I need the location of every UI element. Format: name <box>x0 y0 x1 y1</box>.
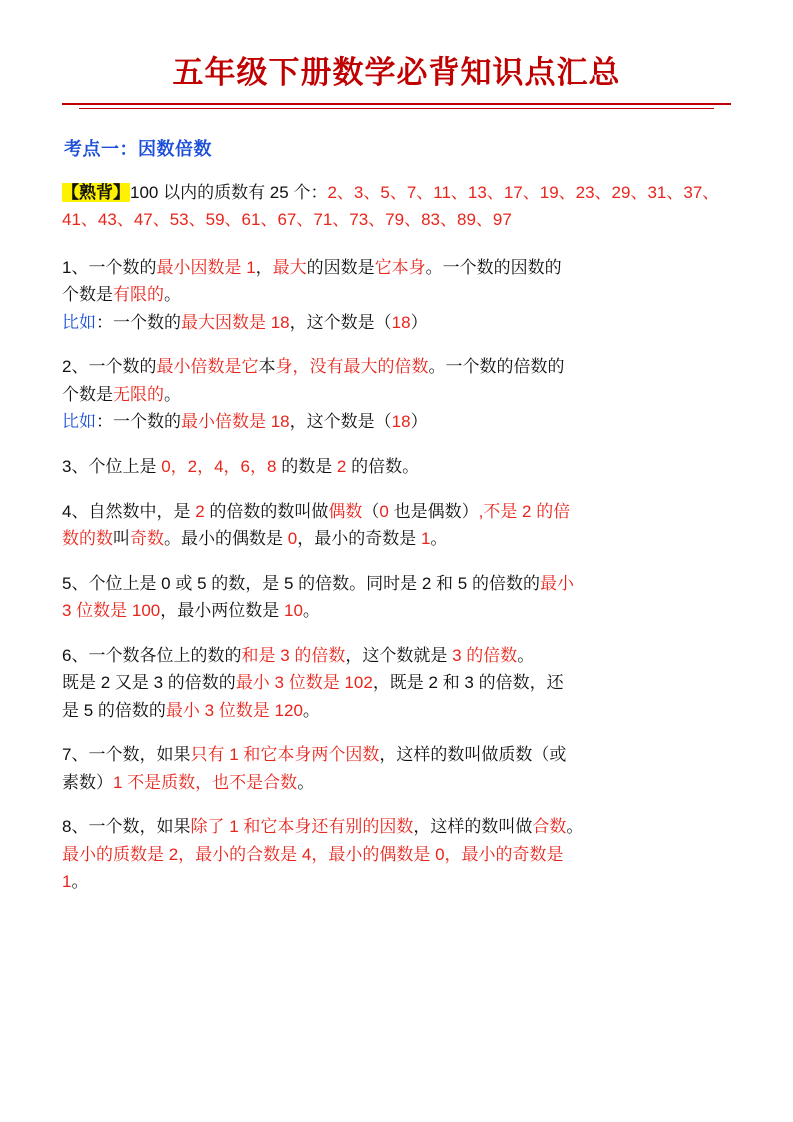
item-line: 4、自然数中，是 2 的倍数的数叫做偶数（0 也是偶数）,不是 2 的倍 <box>62 501 571 521</box>
primes-list: 2、3、5、7、11、13、17、19、23、29、31、37、41、43、47、53、59、61、67、71、73、79、83、89、97 <box>62 182 720 230</box>
item-line: 个数是无限的。 <box>62 384 181 404</box>
item-line: 3 位数是 100，最小两位数是 10。 <box>62 601 320 621</box>
knowledge-item <box>62 813 731 896</box>
memorize-paragraph <box>62 179 731 234</box>
knowledge-item <box>62 254 731 337</box>
divider-thick <box>62 103 731 105</box>
knowledge-item <box>62 642 731 725</box>
knowledge-item <box>62 741 731 796</box>
memorize-label: 【熟背】 <box>62 182 130 202</box>
item-line: 6、一个数各位上的数的和是 3 的倍数，这个数就是 3 的倍数。 <box>62 645 535 665</box>
item-line: 8、一个数，如果除了 1 和它本身还有别的因数，这样的数叫做合数。 <box>62 817 584 837</box>
item-line: 个数是有限的。 <box>62 285 181 305</box>
section-heading: 考点一：因数倍数 <box>64 138 212 159</box>
item-line: 1。 <box>62 872 89 892</box>
title-divider <box>62 103 731 109</box>
item-line: 7、一个数，如果只有 1 和它本身两个因数，这样的数叫做质数（或 <box>62 745 567 765</box>
item-line: 比如：一个数的最大因数是 18，这个数是（18） <box>62 312 428 332</box>
knowledge-item <box>62 353 731 436</box>
item-line: 既是 2 又是 3 的倍数的最小 3 位数是 102，既是 2 和 3 的倍数，还 <box>62 673 564 693</box>
item-line: 5、个位上是 0 或 5 的数，是 5 的倍数。同时是 2 和 5 的倍数的最小 <box>62 573 574 593</box>
item-line: 数的数叫奇数。最小的偶数是 0，最小的奇数是 1。 <box>62 529 448 549</box>
item-line: 最小的质数是 2，最小的合数是 4，最小的偶数是 0，最小的奇数是 <box>62 844 564 864</box>
item-line: 素数）1 不是质数，也不是合数。 <box>62 772 315 792</box>
knowledge-item <box>62 498 731 553</box>
item-line: 是 5 的倍数的最小 3 位数是 120。 <box>62 700 320 720</box>
memorize-intro: 100 以内的质数有 25 个： <box>130 182 328 202</box>
item-line: 比如：一个数的最小倍数是 18，这个数是（18） <box>62 412 428 432</box>
divider-thin <box>79 108 715 109</box>
knowledge-item <box>62 570 731 625</box>
page-title: 五年级下册数学必背知识点汇总 <box>172 55 621 90</box>
knowledge-item <box>62 453 731 481</box>
item-line: 3、个位上是 0，2，4，6，8 的数是 2 的倍数。 <box>62 457 420 476</box>
item-line: 1、一个数的最小因数是 1，最大的因数是它本身。一个数的因数的 <box>62 257 562 277</box>
item-line: 2、一个数的最小倍数是它本身，没有最大的倍数。一个数的倍数的 <box>62 357 565 377</box>
